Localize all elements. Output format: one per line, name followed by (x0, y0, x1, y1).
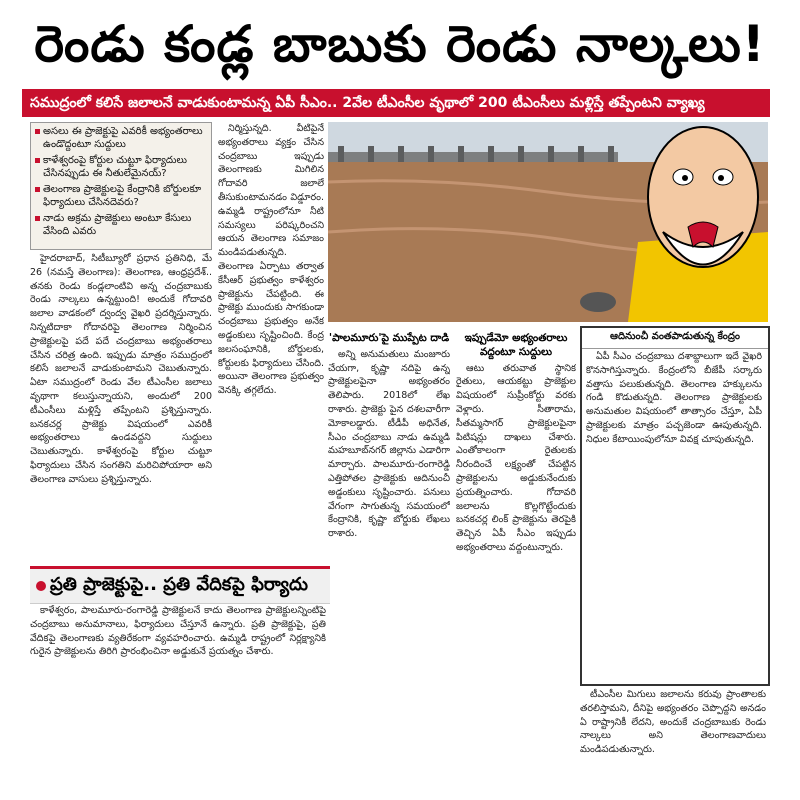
article-column-2 (218, 122, 324, 562)
column-subheading: 'పాలమూరు'పై ముప్పేట దాడి (328, 332, 450, 344)
article-paragraph: హైదరాబాద్‌, సిటీబ్యూరో ప్రధాన ప్రతినిధి, మే 26 (నమస్తే తెలంగాణ): తెలంగాణ, ఆంధ్రప్రదేశ్‌.. తనకు రెండు కండ్లలాంటివి అన్న చంద్రబాబుకు రెండు నాల్కలు ఉన్నట్టుంది! అందుకే గోదావరి జలాల వాడకంలో ద్వంద్వ వైఖరి ప్రదర్శిస్తున్నారు. నిన్నటిదాకా గోదావరిపై తెలంగాణ నిర్మించిన ప్రాజెక్టులపై పదే పదే చంద్రబాబు అభ్యంతరాలు చేసిన చరిత్ర ఉంది. ఇప్పుడు మాత్రం సముద్రంలో కలిసే జలాలనే వాడుకుంటామని చెబుతున్నారు. ఏటా సముద్రంలో రెండు వేల టీఎంసీల జలాలు వృథాగా కలుస్తున్నాయని, అందులో 200 టీఎంసీలు మళ్లిస్తే తప్పేంటని ప్రశ్నిస్తున్నారు. బనకచర్ల ప్రాజెక్టు విషయంలో ఎవరికీ అభ్యంతరాలు ఉండవద్దని సుద్దులు చెబుతున్నారు. కాళేశ్వరంపై కోర్టుల చుట్టూ ఫిర్యాదులు చేసిన సంగతిని మరిచిపోయారా అని తెలంగాణ వాసులు ప్రశ్నిస్తున్నారు. (30, 253, 212, 485)
box-text (586, 350, 762, 678)
highlights-box (30, 122, 212, 250)
barrage-photo (328, 122, 768, 322)
article-paragraph: నిర్మిస్తున్నది. వీటిపైనే అభ్యంతరాలు వ్యక్తం చేసిన చంద్రబాబు ఇప్పుడు తెలంగాణకు మిగిలిన గోదావరి జలాలే తీసుకుంటామనడం విడ్డూరం. ఉమ్మడి రాష్ట్రంలోనూ నీటి సమస్యలు పరిష్కరించని ఆయన తెలంగాణ సమాజం మండిపడుతున్నది. తెలంగాణ ఏర్పాటు తర్వాత కేసీఆర్‌ ప్రభుత్వం కాళేశ్వరం ప్రాజెక్టును చేపట్టింది. ఈ ప్రాజెక్టు ముందుకు సాగకుండా చంద్రబాబు ప్రభుత్వం అనేక అడ్డంకులు సృష్టించింది. కేంద్ర జలసంఘానికి, బోర్డులకు, కోర్టులకు ఫిర్యాదులు చేసింది. అయినా తెలంగాణ ప్రభుత్వం వెనక్కి తగ్గలేదు. (218, 123, 324, 397)
article-column-5-bottom (580, 688, 766, 798)
section-banner (30, 566, 330, 604)
banner-title: ప్రతి ప్రాజెక్టుపై.. ప్రతి వేదికపై ఫిర్యాదు (50, 574, 308, 595)
box-title: ఆదినుంచీ వంతపాడుతున్న కేంద్రం (582, 328, 768, 349)
article-paragraph: ఆటు తరువాత స్థానిక రైతులు, ఆయకట్టు ప్రాజెక్టుల విషయంలో సుప్రీంకోర్టు వరకు వెళ్లారు. సీతారామ, సీతమ్మసాగర్‌ ప్రాజెక్టులపైనా పిటిషన్లు దాఖలు చేశారు. ఎంతోకాలంగా రైతులకు నీరందించే లక్ష్యంతో చేపట్టిన ప్రాజెక్టులను అడ్డుకునేందుకు ప్రయత్నించారు. గోదావరి జలాలను కొల్లగొట్టేందుకు బనకచర్ల లింక్‌ ప్రాజెక్టును తెరపైకి తెచ్చిన ఏపీ సీఎం ఇప్పుడు అభ్యంతరాలు వద్దంటున్నారు. (456, 362, 576, 553)
highlight-item: నాడు అక్రమ ప్రాజెక్టులు అంటూ కేసులు వేసింది ఎవరు (35, 212, 207, 238)
banner-article (30, 604, 326, 798)
article-paragraph: ఏపీ సీఎం చంద్రబాబు దశాబ్దాలుగా ఇదే వైఖరి కొనసాగిస్తున్నారు. కేంద్రంలోని బీజేపీ సర్కారు వత్తాసు పలుకుతున్నది. తెలంగాణ హక్కులను గండి కొడుతున్నది. తెలంగాణ ప్రాజెక్టులకు అనుమతుల విషయంలో తాత్సారం చేస్తూ, ఏపీ ప్రాజెక్టులకు మాత్రం పచ్చజెండా ఊపుతున్నది. నిధుల కేటాయింపులోనూ వివక్ష చూపుతున్నది. (586, 351, 762, 445)
bullet-icon (36, 581, 46, 591)
column-subheading: ఇప్పుడేమో అభ్యంతరాలు వద్దంటూ సుద్దులు (464, 332, 568, 358)
article-paragraph: టీఎంసీల మిగులు జలాలను కరువు ప్రాంతాలకు తరలిస్తామని, దీనిపై అభ్యంతరం చెప్పొద్దని అనడం ఏ రాష్ట్రానికీ లేదని, అందుకే చంద్రబాబుకు రెండు నాల్కలు అని తెలంగాణవాదులు మండిపడుతున్నారు. (580, 689, 766, 756)
highlight-item: తెలంగాణ ప్రాజెక్టులపై కేంద్రానికి బోర్డులకూ ఫిర్యాదులు చేసినదెవరు? (35, 183, 207, 209)
article-column-1 (30, 252, 212, 562)
article-column-4 (456, 326, 576, 796)
article-paragraph: అన్ని అనుమతులు మంజూరు చేయగా, కృష్ణా నదిపై ఉన్న ప్రాజెక్టులపైనా అభ్యంతరం తెలిపారు. 2018లో లేఖ రాశారు. ప్రాజెక్టు పైన దశలవారీగా మోకాలడ్డారు. టీడీపీ అధినేత, సీఎం చంద్రబాబు నాడు ఉమ్మడి మహబూబ్‌నగర్‌ జిల్లాను ఎడారిగా మార్చారు. పాలమూరు-రంగారెడ్డి ఎత్తిపోతల ప్రాజెక్టుకు ఆదినుంచీ అడ్డంకులు సృష్టించారు. పనులు వేగంగా సాగుతున్న సమయంలో కేంద్రానికి, కృష్ణా బోర్డుకు లేఖలు రాశారు. (328, 348, 450, 540)
article-column-3 (328, 326, 450, 796)
headline: రెండు కండ్ల బాబుకు రెండు నాల్కలు! (34, 15, 766, 73)
highlight-item: అసలు ఈ ప్రాజెక్టుపై ఎవరికీ అభ్యంతరాలు ఉండొద్దంటూ సుద్దులు (35, 125, 207, 151)
article-paragraph: కాళేశ్వరం, పాలమూరు-రంగారెడ్డి ప్రాజెక్టులనే కాదు తెలంగాణ ప్రాజెక్టులన్నింటిపై చంద్రబాబు అనుమానాలు, ఫిర్యాదులు చేస్తూనే ఉన్నారు. ప్రతి ప్రాజెక్టుపై, ప్రతి వేదికపై తెలంగాణకు వ్యతిరేకంగా వ్యవహరించారు. ఉమ్మడి రాష్ట్రంలో నిర్లక్ష్యానికి గురైన ప్రాజెక్టులను తిరిగి ప్రారంభించినా అడ్డుకునే ప్రయత్నం చేశారు. (30, 605, 326, 658)
barrage-image (328, 122, 768, 322)
highlight-item: కాళేశ్వరంపై కోర్టుల చుట్టూ ఫిర్యాదులు చేసినప్పుడు ఈ నీతులేమైనయ్? (35, 154, 207, 180)
subheadline-bar: సముద్రంలో కలిసే జలాలనే వాడుకుంటామన్న ఏపీ సీఎం.. 2వేల టీఎంసీల వృథాలో 200 టీఎంసీలు మళ్లిస్తే తప్పేంటని వ్యాఖ్య (22, 89, 770, 117)
sidebar-box (580, 326, 770, 686)
